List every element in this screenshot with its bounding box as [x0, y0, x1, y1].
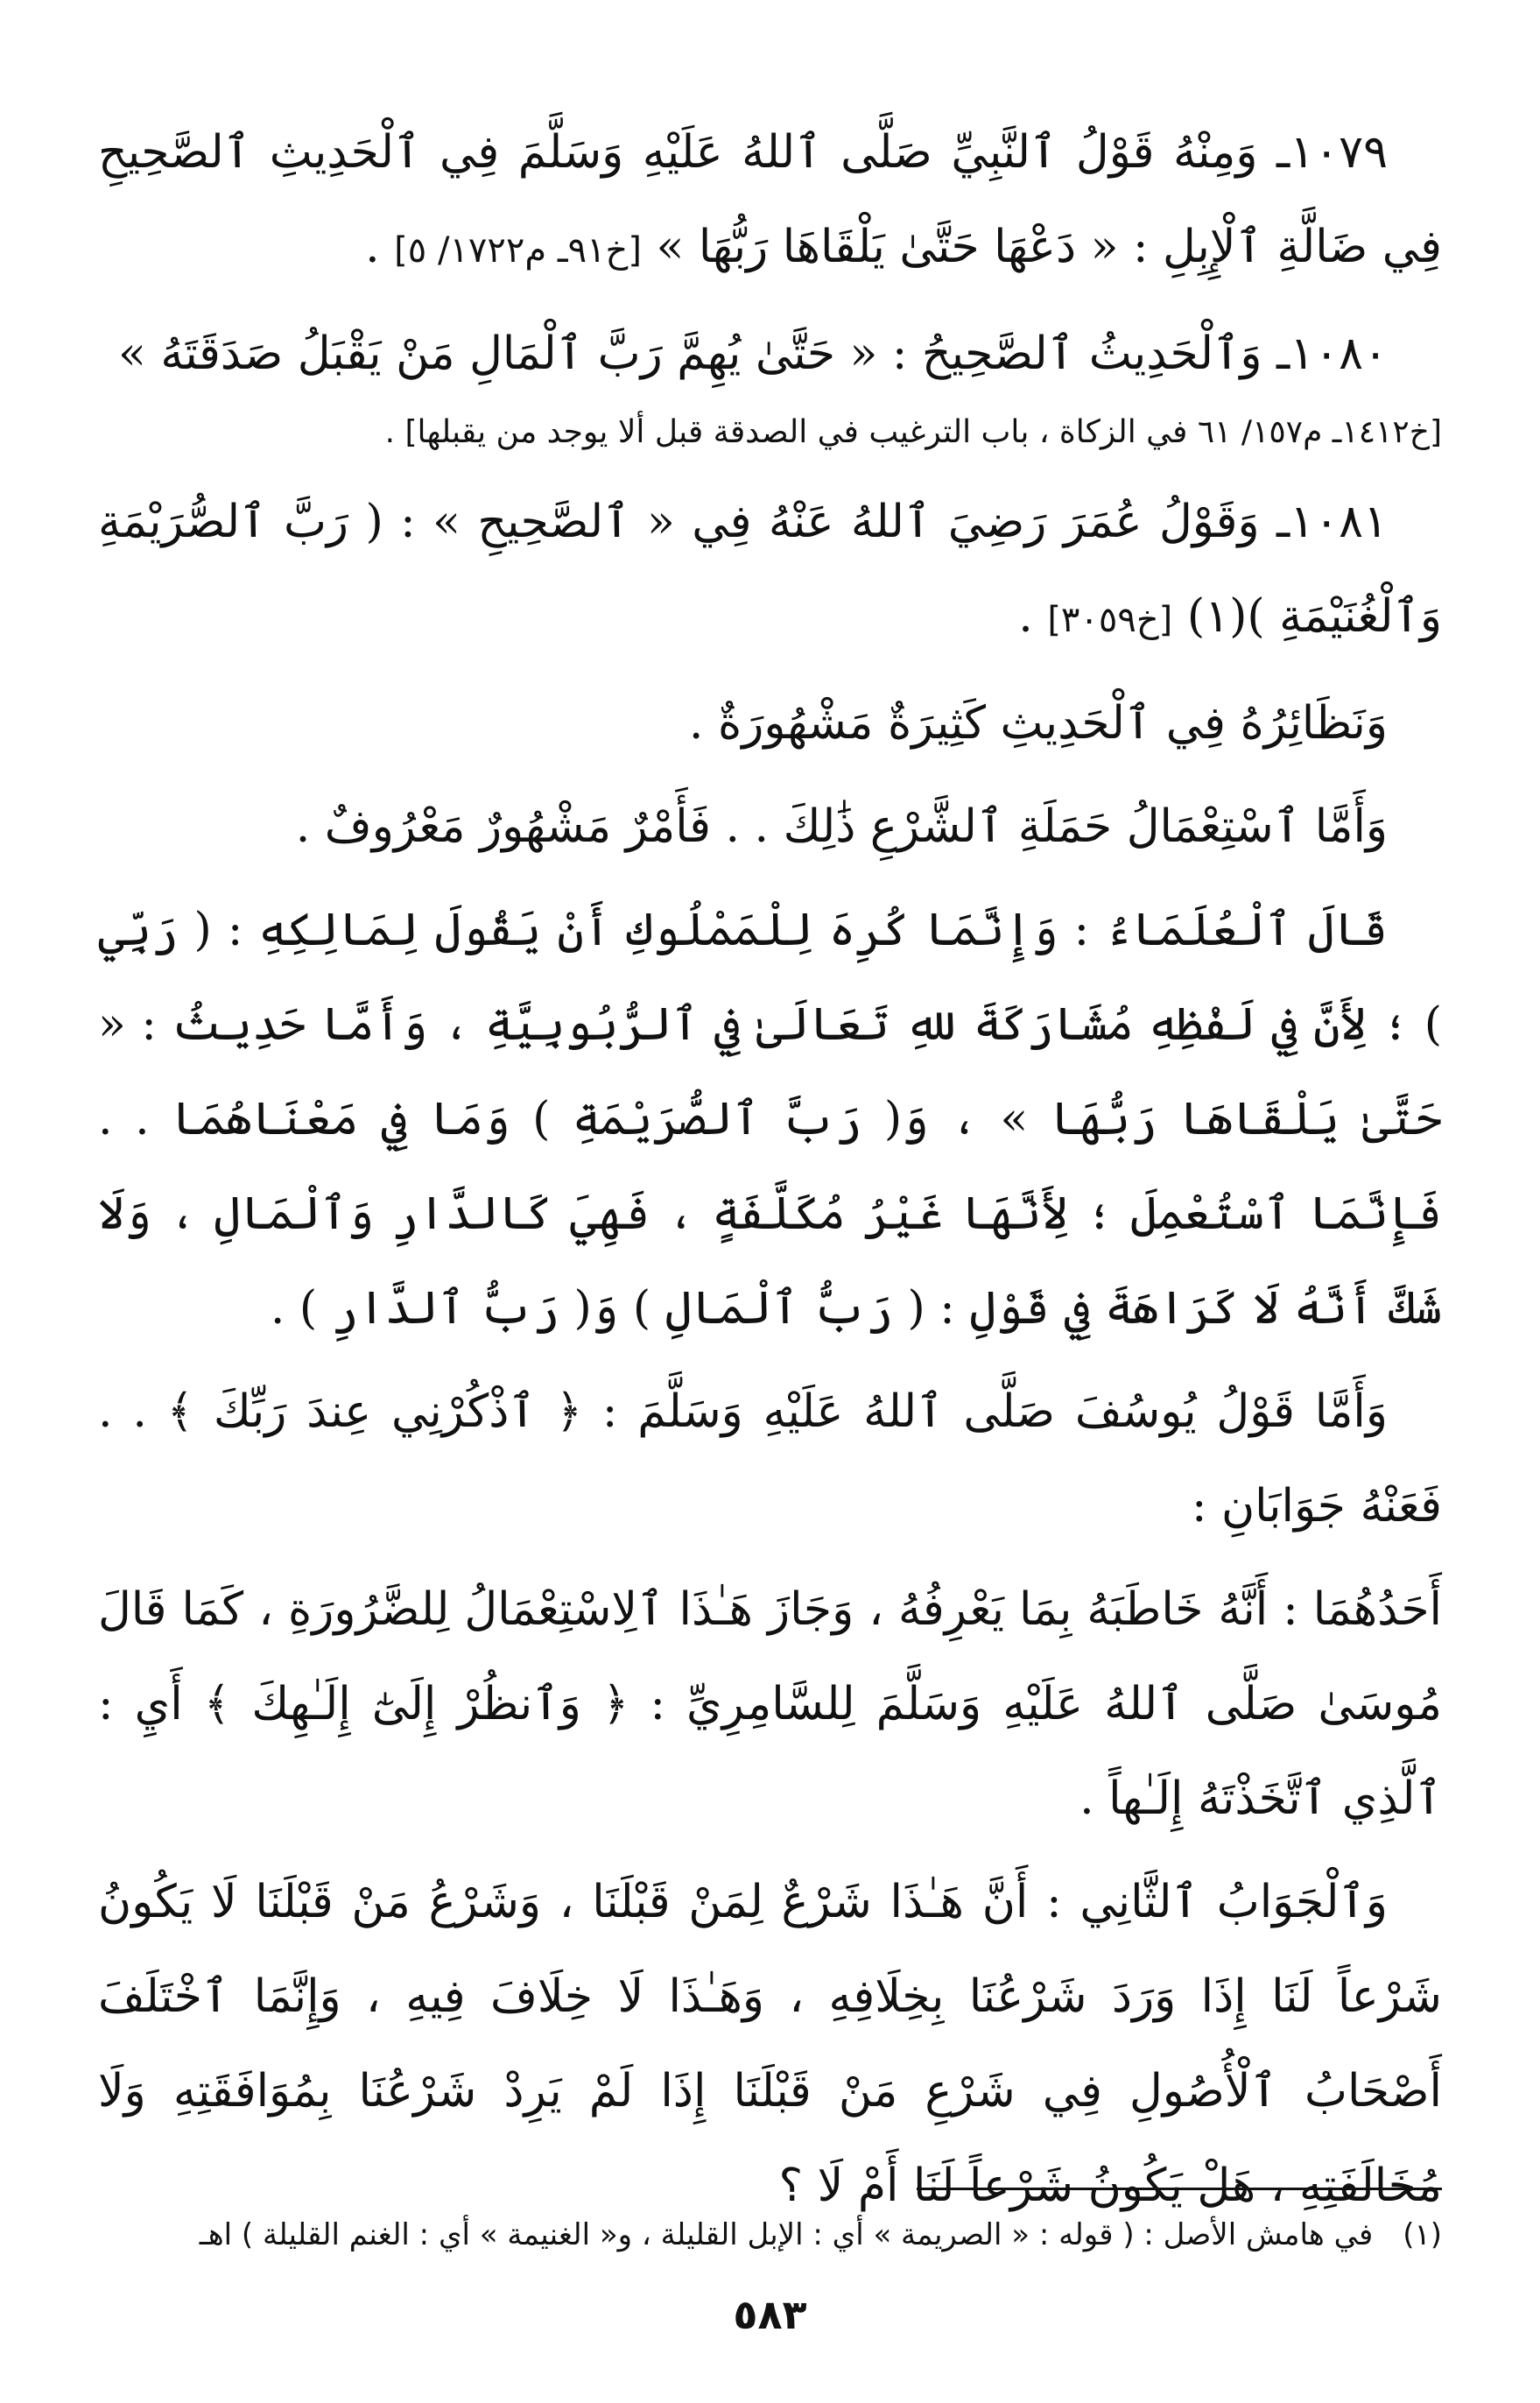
source-reference: [خ٩١ـ م١٧٢٢/ ٥]: [394, 230, 642, 271]
paragraph-text: وَٱلْجَوَابُ ٱلثَّانِي : أَنَّ هَـٰذَا شَرْعٌ لِمَنْ قَبْلَنَا ، وَشَرْعُ مَنْ قَبْلَنَا لَا يَكُونُ شَرْعاً لَنَا إِذَا وَرَدَ شَرْعُنَا بِخِلَافِهِ ، وَهَـٰذَا لَا خِلَافَ فِيهِ ، وَإِنَّمَا ٱخْتَلَفَ أَصْحَابُ ٱلْأُصُولِ فِي شَرْعِ مَنْ قَبْلَنَا إِذَا لَمْ يَرِدْ شَرْعُنَا بِمُوَافَقَتِهِ وَلَا مُخَالَفَتِهِ ، هَلْ يَكُونُ شَرْعاً لَنَا أَمْ لَا ؟: [98, 1876, 1442, 2212]
page-number: ٥٨٣: [733, 2291, 807, 2338]
paragraph-1079: [98, 105, 1442, 298]
paragraph-first-answer: [98, 1562, 1442, 1846]
paragraph-tail: .: [1018, 590, 1048, 643]
paragraph-tail: .: [365, 221, 395, 273]
paragraph-text: قَالَ ٱلْعُلَمَاءُ : وَإِنَّمَا كُرِهَ لِلْمَمْلُوكِ أَنْ يَقُولَ لِمَالِكِهِ : ( رَبِّي ) ؛ لِأَنَّ فِي لَفْظِهِ مُشَارَكَةَ للهِ تَعَالَىٰ فِي ٱلرُّبُوبِيَّةِ ، وَأَمَّا حَدِيثُ : « حَتَّىٰ يَلْقَاهَا رَبُّهَا » ، وَ( رَبَّ ٱلصُّرَيْمَةِ ) وَمَا فِي مَعْنَاهُمَا . . فَإِنَّمَا ٱسْتُعْمِلَ ؛ لِأَنَّهَا غَيْرُ مُكَلَّفَةٍ ، فَهِيَ كَالدَّارِ وَٱلْمَالِ ، وَلَا شَكَّ أَنَّهُ لَا كَرَاهَةَ فِي قَوْلِ : ( رَبُّ ٱلْمَالِ ) وَ( رَبُّ ٱلدَّارِ ) .: [98, 904, 1442, 1335]
footnote-number: (١): [1403, 2217, 1442, 2252]
footnote: [98, 2209, 1442, 2261]
paragraph-text: ١٠٨١ـ وَقَوْلُ عُمَرَ رَضِيَ ٱللهُ عَنْهُ فِي « ٱلصَّحِيحِ » : ( رَبَّ ٱلصُّرَيْمَةِ وَٱلْغُنَيْمَةِ )(١): [98, 496, 1442, 643]
paragraph-text: ١٠٨٠ـ وَٱلْحَدِيثُ ٱلصَّحِيحُ : « حَتَّىٰ يُهِمَّ رَبَّ ٱلْمَالِ مَنْ يَقْبَلُ صَدَقَتَهُ »: [118, 328, 1388, 380]
paragraph-text: وَنَظَائِرُهُ فِي ٱلْحَدِيثِ كَثِيرَةٌ مَشْهُورَةٌ .: [688, 697, 1388, 750]
footnote-text: في هامش الأصل : ( قوله : « الصريمة » أي : الإبل القليلة ، و« الغنيمة » أي : الغنم القليلة ) اهـ: [199, 2217, 1374, 2252]
paragraph-second-answer: [98, 1855, 1442, 2233]
source-reference: [خ٣٠٥٩]: [1047, 600, 1173, 640]
paragraph-nazair: [98, 676, 1442, 771]
source-reference-line: [خ١٤١٢ـ م١٥٧/ ٦١ في الزكاة ، باب الترغيب في الصدقة قبل ألا يوجد من يقبلها] .: [384, 414, 1442, 450]
paragraph-text: وَأَمَّا ٱسْتِعْمَالُ حَمَلَةِ ٱلشَّرْعِ ذَٰلِكَ . . فَأَمْرٌ مَشْهُورٌ مَعْرُوفٌ .: [295, 800, 1388, 853]
paragraph-yusuf: [98, 1364, 1442, 1554]
paragraph-ulama: [98, 883, 1442, 1356]
paragraph-1080: [98, 307, 1442, 401]
paragraph-text: أَحَدُهُمَا : أَنَّهُ خَاطَبَهُ بِمَا يَعْرِفُهُ ، وَجَازَ هَـٰذَا ٱلِاسْتِعْمَالُ لِلضَّرُورَةِ ، كَمَا قَالَ مُوسَىٰ صَلَّى ٱللهُ عَلَيْهِ وَسَلَّمَ لِلسَّامِرِيِّ : ﴿ وَٱنظُرْ إِلَىٰٓ إِلَـٰهِكَ ﴾ أَيِ : ٱلَّذِي ٱتَّخَذْتَهُ إِلَـٰهاً .: [98, 1583, 1442, 1825]
paragraph-1081: [98, 475, 1442, 667]
paragraph-istimal: [98, 779, 1442, 874]
main-text: [98, 105, 1442, 2233]
paragraph-text: وَأَمَّا قَوْلُ يُوسُفَ صَلَّى ٱللهُ عَلَيْهِ وَسَلَّمَ : ﴿ ٱذْكُرْنِي عِندَ رَبِّكَ ﴾ . . فَعَنْهُ جَوَابَانِ :: [98, 1385, 1442, 1533]
paragraph-text: ١٠٧٩ـ وَمِنْهُ قَوْلُ ٱلنَّبِيِّ صَلَّى ٱللهُ عَلَيْهِ وَسَلَّمَ فِي ٱلْحَدِيثِ ٱلصَّحِيحِ فِي ضَالَّةِ ٱلْإِبِلِ : « دَعْهَا حَتَّىٰ يَلْقَاهَا رَبُّهَا »: [98, 126, 1442, 273]
footnote-separator: [917, 2188, 1442, 2190]
